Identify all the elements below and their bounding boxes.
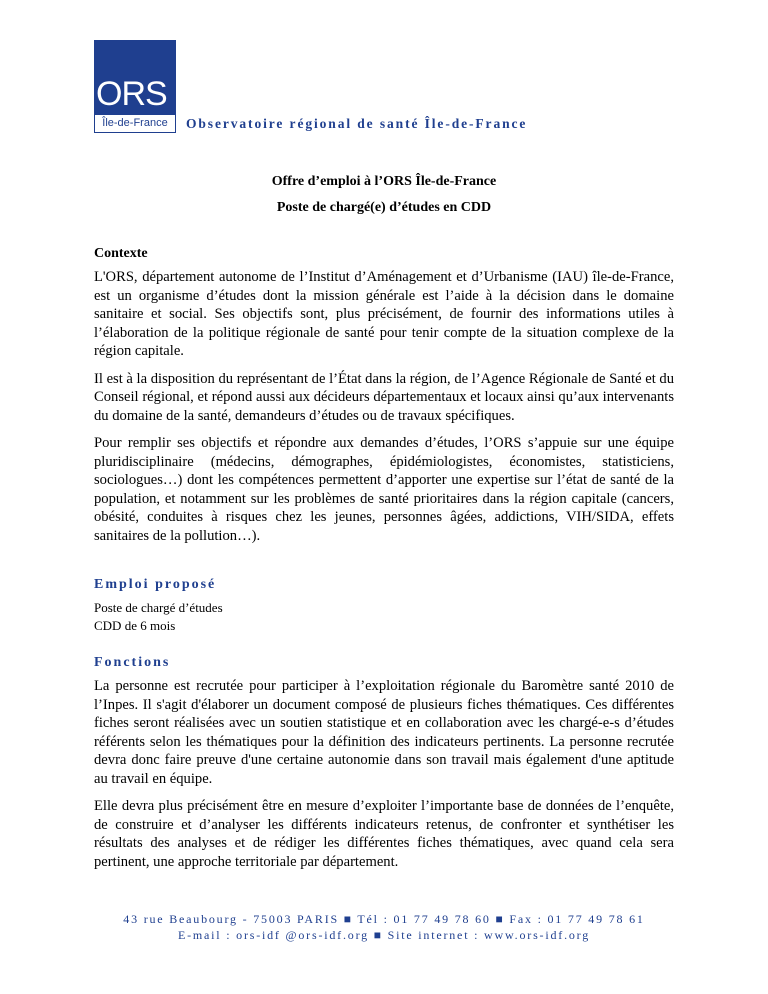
spacer bbox=[94, 554, 674, 576]
footer-address: 43 rue Beaubourg - 75003 PARIS ■ Tél : 01 77 49 78 60 ■ Fax : 01 77 49 78 61 bbox=[123, 912, 645, 926]
organization-name: Observatoire régional de santé Île-de-France bbox=[186, 116, 528, 131]
section-heading-emploi: Emploi proposé bbox=[94, 577, 217, 592]
logo-band bbox=[94, 114, 176, 133]
job-offer-title: Offre d’emploi à l’ORS Île-de-France bbox=[271, 174, 497, 189]
section-heading-fonctions: Fonctions bbox=[94, 655, 171, 670]
spacer bbox=[94, 634, 674, 654]
paragraph: Pour remplir ses objectifs et répondre aux demandes d’études, l’ORS s’appuie sur une équipe pluridisciplinaire (médecins, démographes, épidémiologistes, économistes, statisticiens, sociologues…) dont les compétences permettent d’apporter une expertise sur l’état de santé de la population, et notamment sur les problèmes de santé prioritaires dans la région capitale (cancers, obésité, conduites à risques chez les jeunes, personnes âgées, addictions, VIH/SIDA, effets sanitaires de la pollution…). bbox=[94, 435, 674, 544]
paragraph: Elle devra plus précisément être en mesure d’exploiter l’importante base de données de l’enquête, de construire et d’analyser les différents indicateurs retenus, de confronter et synthétiser les résultats des analyses et de rédiger les différentes fiches thématiques, avec quand cela sera pertinent, une approche territoriale par département. bbox=[94, 798, 674, 870]
job-position-subtitle: Poste de chargé(e) d’études en CDD bbox=[276, 200, 492, 215]
logo-main-text: ORS bbox=[96, 75, 167, 113]
paragraph: L'ORS, département autonome de l’Institut d’Aménagement et d’Urbanisme (IAU) île-de-France, est un organisme d’études dont la mission générale est l’aide à la décision dans le domaine sanitaire et social. Ses objectifs sont, plus précisément, de fournir des informations utiles à l’élaboration de la politique régionale de santé pour tenir compte de la situation complexe de la région capitale. bbox=[94, 269, 674, 359]
document-body bbox=[94, 245, 674, 880]
paragraph: La personne est recrutée pour participer à l’exploitation régionale du Baromètre santé 2010 de l’Inpes. Il s'agit d'élaborer un document composé de plusieurs fiches thématiques. Ces différentes fiches seront réalisées avec un soutien statistique et en collaboration avec les chargé-e-s d’études référents selon les thématiques pour la définition des indicateurs pertinents. La personne recrutée devra donc faire preuve d'une certaine autonomie dans son travail mais également d'une aptitude au travail en équipe. bbox=[94, 678, 674, 787]
ors-logo bbox=[94, 40, 176, 133]
logo-sub-text: Île-de-France bbox=[102, 117, 168, 129]
footer-contact: E-mail : ors-idf @ors-idf.org ■ Site internet : www.ors-idf.org bbox=[177, 928, 591, 942]
emploi-line: Poste de chargé d’études bbox=[94, 600, 223, 615]
section-heading-contexte: Contexte bbox=[94, 246, 148, 261]
paragraph: Il est à la disposition du représentant de l’État dans la région, de l’Agence Régionale de Santé et du Conseil régional, et répond aussi aux décideurs départementaux et locaux ainsi qu’aux intervenants du domaine de la santé, demandeurs d’études ou de travaux spécifiques. bbox=[94, 370, 674, 424]
emploi-line: CDD de 6 mois bbox=[94, 617, 176, 633]
